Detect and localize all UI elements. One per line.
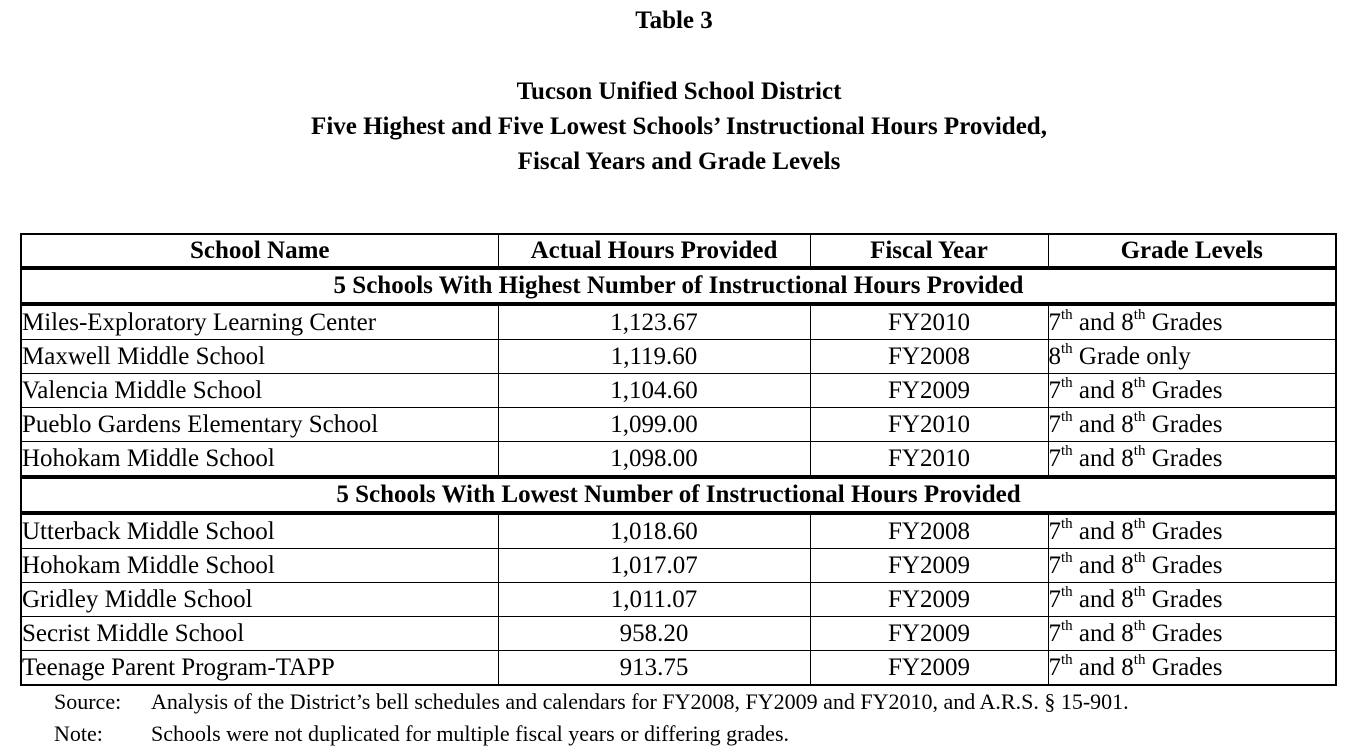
table-body [21, 268, 1336, 685]
school-name-cell: Gridley Middle School [21, 583, 498, 617]
fiscal-year-cell: FY2008 [810, 340, 1048, 374]
column-header-fiscal-year: Fiscal Year [810, 234, 1048, 268]
grade-first-suffix: th [1061, 340, 1073, 357]
actual-hours-cell: 1,104.60 [498, 374, 810, 408]
table-row [21, 374, 1336, 408]
grade-tail: Grades [1145, 411, 1223, 438]
fiscal-year-cell: FY2010 [810, 304, 1048, 340]
grade-tail: Grades [1145, 654, 1223, 681]
grade-tail: Grades [1145, 518, 1223, 545]
section-heading: 5 Schools With Lowest Number of Instructional Hours Provided [21, 477, 1336, 513]
grade-second-suffix: th [1133, 442, 1146, 459]
actual-hours-cell: 958.20 [498, 617, 810, 651]
grade-levels-cell [1048, 583, 1336, 617]
grade-first-number: 7 [1048, 411, 1061, 438]
table-label: Table 3 [635, 7, 713, 34]
grade-connector: and [1072, 377, 1122, 404]
section-heading-row [21, 268, 1336, 304]
grade-second-suffix: th [1133, 515, 1146, 532]
grade-first-number: 7 [1048, 309, 1061, 336]
fiscal-year-cell: FY2010 [810, 442, 1048, 478]
grade-tail: Grades [1145, 552, 1223, 579]
table-row [21, 340, 1336, 374]
actual-hours-cell: 1,098.00 [498, 442, 810, 478]
grade-levels-cell [1048, 340, 1336, 374]
grade-first-number: 7 [1048, 377, 1061, 404]
grade-first-suffix: th [1061, 374, 1073, 391]
grade-second-number: 8 [1121, 445, 1134, 472]
actual-hours-cell: 1,123.67 [498, 304, 810, 340]
fiscal-year-cell: FY2010 [810, 408, 1048, 442]
fiscal-year-cell: FY2009 [810, 651, 1048, 686]
grade-first-suffix: th [1061, 583, 1073, 600]
grade-first-suffix: th [1061, 617, 1073, 634]
grade-first-number: 7 [1048, 445, 1061, 472]
grade-second-number: 8 [1121, 552, 1134, 579]
school-name-cell: Valencia Middle School [21, 374, 498, 408]
grade-levels-cell [1048, 513, 1336, 549]
actual-hours-cell: 1,018.60 [498, 513, 810, 549]
actual-hours-cell: 1,011.07 [498, 583, 810, 617]
grade-first-number: 7 [1048, 552, 1061, 579]
fiscal-year-cell: FY2009 [810, 583, 1048, 617]
grade-tail: Grades [1145, 445, 1223, 472]
table-notes [54, 686, 1129, 750]
column-header-grade-levels: Grade Levels [1048, 234, 1336, 268]
school-name-cell: Hohokam Middle School [21, 549, 498, 583]
grade-first-number: 7 [1048, 654, 1061, 681]
grade-connector: and [1072, 411, 1122, 438]
grade-first-suffix: th [1061, 549, 1073, 566]
fiscal-year-cell: FY2008 [810, 513, 1048, 549]
grade-tail: Grades [1145, 586, 1223, 613]
grade-connector: and [1072, 552, 1122, 579]
actual-hours-cell: 1,099.00 [498, 408, 810, 442]
grade-tail: Grades [1145, 377, 1223, 404]
school-name-cell: Hohokam Middle School [21, 442, 498, 478]
table-row [21, 583, 1336, 617]
grade-second-suffix: th [1133, 374, 1146, 391]
table-row [21, 513, 1336, 549]
grade-levels-cell [1048, 651, 1336, 686]
school-name-cell: Teenage Parent Program-TAPP [21, 651, 498, 686]
grade-second-number: 8 [1121, 377, 1134, 404]
fiscal-year-cell: FY2009 [810, 617, 1048, 651]
note-text: Schools were not duplicated for multiple fiscal years or differing grades. [151, 721, 790, 746]
grade-levels-cell [1048, 442, 1336, 478]
column-header-row [21, 234, 1336, 268]
grade-connector: and [1072, 620, 1122, 647]
grade-connector: and [1072, 518, 1122, 545]
section-heading-row [21, 477, 1336, 513]
title-line-subject: Five Highest and Five Lowest Schools’ Instructional Hours Provided, [311, 113, 1047, 140]
grade-second-suffix: th [1133, 617, 1146, 634]
section-heading: 5 Schools With Highest Number of Instructional Hours Provided [21, 268, 1336, 304]
school-name-cell: Maxwell Middle School [21, 340, 498, 374]
grade-first-number: 7 [1048, 586, 1061, 613]
grade-second-suffix: th [1133, 306, 1146, 323]
grade-second-suffix: th [1133, 549, 1146, 566]
table-title [0, 74, 1348, 179]
grade-levels-cell [1048, 549, 1336, 583]
school-name-cell: Miles-Exploratory Learning Center [21, 304, 498, 340]
grade-first-suffix: th [1061, 651, 1073, 668]
fiscal-year-cell: FY2009 [810, 374, 1048, 408]
title-line-district: Tucson Unified School District [516, 78, 842, 105]
actual-hours-cell: 1,017.07 [498, 549, 810, 583]
grade-connector: and [1072, 309, 1122, 336]
grade-first-suffix: th [1061, 515, 1073, 532]
grade-levels-cell [1048, 304, 1336, 340]
actual-hours-cell: 1,119.60 [498, 340, 810, 374]
grade-first-number: 7 [1048, 518, 1061, 545]
grade-tail: Grades [1145, 620, 1223, 647]
table-row [21, 304, 1336, 340]
grade-first-number: 8 [1048, 343, 1061, 370]
table-row [21, 651, 1336, 686]
column-header-actual-hours: Actual Hours Provided [498, 234, 810, 268]
grade-second-suffix: th [1133, 651, 1146, 668]
grade-connector: and [1072, 654, 1122, 681]
grade-second-number: 8 [1121, 518, 1134, 545]
grade-second-suffix: th [1133, 583, 1146, 600]
column-header-school-name: School Name [21, 234, 498, 268]
grade-second-number: 8 [1121, 586, 1134, 613]
school-name-cell: Secrist Middle School [21, 617, 498, 651]
grade-levels-cell [1048, 408, 1336, 442]
table-row [21, 549, 1336, 583]
grade-first-suffix: th [1061, 306, 1073, 323]
table-row [21, 442, 1336, 478]
source-note [54, 686, 1129, 718]
source-note-text: Analysis of the District’s bell schedules and calendars for FY2008, FY2009 and FY2010, and A.R.S. § 15-901. [151, 689, 1129, 714]
grade-connector: and [1072, 445, 1122, 472]
title-line-scope: Fiscal Years and Grade Levels [517, 148, 841, 175]
table-row [21, 617, 1336, 651]
school-name-cell: Pueblo Gardens Elementary School [21, 408, 498, 442]
grade-connector: Grade only [1072, 343, 1191, 370]
source-note-label: Source: [54, 689, 122, 714]
note [54, 718, 1129, 750]
fiscal-year-cell: FY2009 [810, 549, 1048, 583]
table-row [21, 408, 1336, 442]
note-label: Note: [54, 721, 103, 746]
grade-second-number: 8 [1121, 411, 1134, 438]
grade-first-suffix: th [1061, 442, 1073, 459]
instructional-hours-table [20, 233, 1337, 686]
grade-tail: Grades [1145, 309, 1223, 336]
grade-second-number: 8 [1121, 309, 1134, 336]
grade-connector: and [1072, 586, 1122, 613]
grade-first-number: 7 [1048, 620, 1061, 647]
actual-hours-cell: 913.75 [498, 651, 810, 686]
grade-levels-cell [1048, 374, 1336, 408]
grade-second-number: 8 [1121, 654, 1134, 681]
grade-second-number: 8 [1121, 620, 1134, 647]
grade-levels-cell [1048, 617, 1336, 651]
grade-first-suffix: th [1061, 408, 1073, 425]
school-name-cell: Utterback Middle School [21, 513, 498, 549]
grade-second-suffix: th [1133, 408, 1146, 425]
